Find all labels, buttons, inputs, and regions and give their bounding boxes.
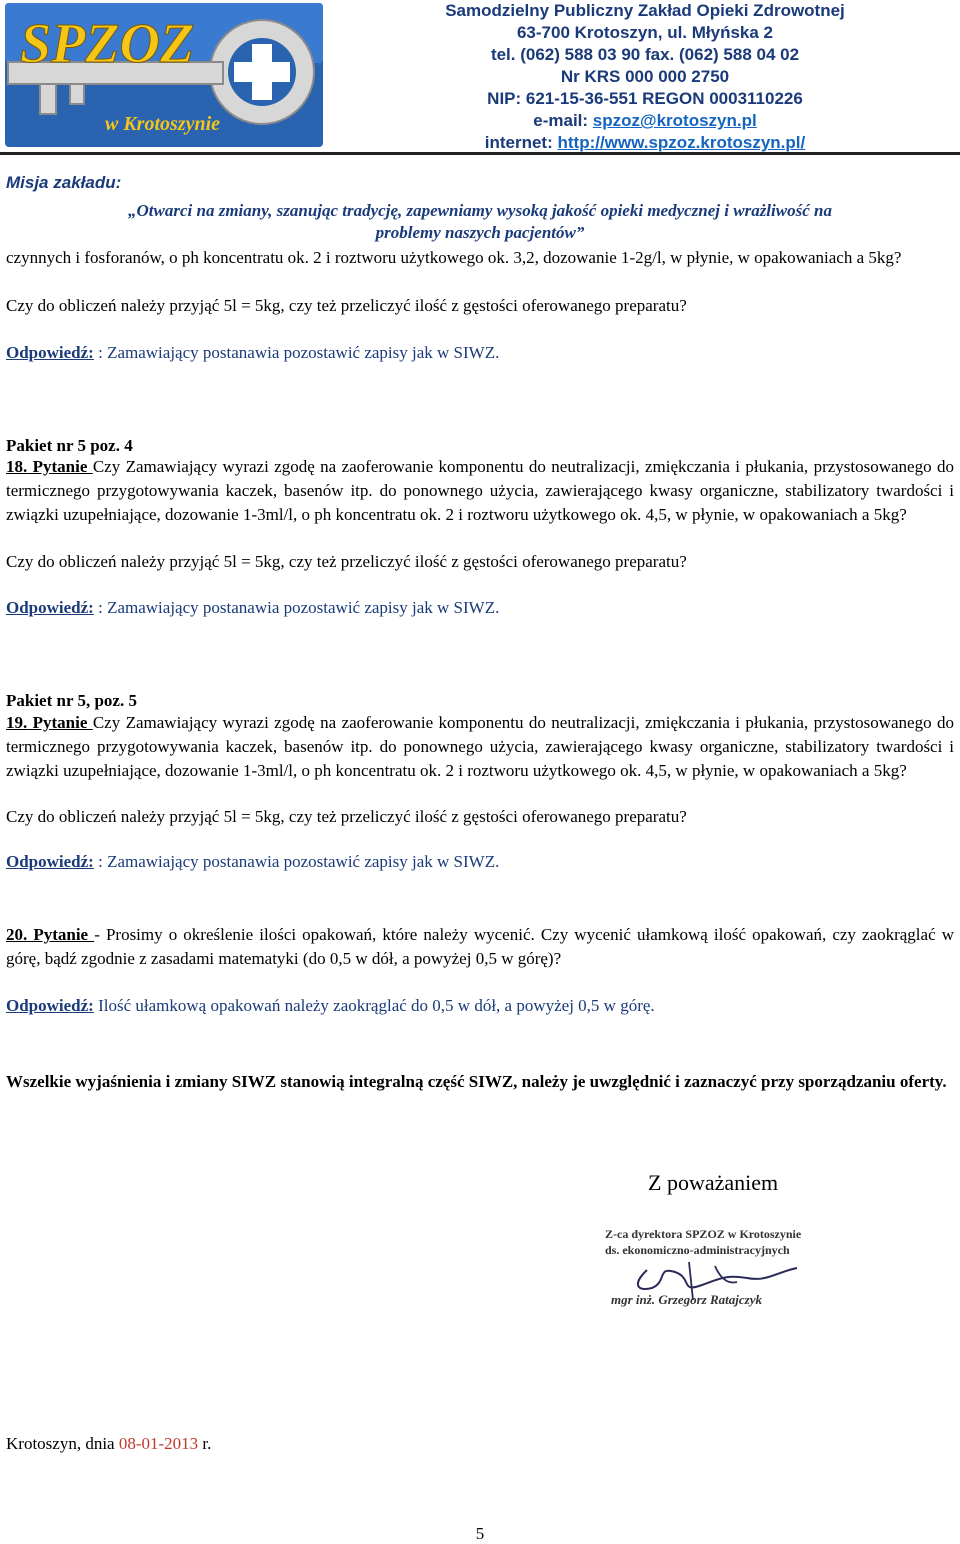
question-number: 18. <box>6 457 28 476</box>
package-title-poz4: Pakiet nr 5 poz. 4 <box>6 436 133 455</box>
svg-text:Z-ca dyrektora SPZOZ w Krotosz: Z-ca dyrektora SPZOZ w Krotoszynie <box>605 1227 802 1241</box>
header-nip-regon: NIP: 621-15-36-551 REGON 0003110226 <box>487 89 803 108</box>
spzoz-logo <box>0 0 330 150</box>
email-label: e-mail: <box>533 111 593 130</box>
question-text: Czy Zamawiający wyrazi zgodę na zaoferowanie komponentu do neutralizacji, zmiękczania i płukania, przystosowanego do termicznego przygotowywania kaczek, basenów itp. do ponownego użycia, zawierającego kwasy organiczne, stabilizatory twardości i związki uzupełniające, dozowanie 1-3ml/l, o ph koncentratu ok. 2 i roztworu użytkowego ok. 4,5, w płynie, w opakowaniach a 5kg? <box>6 457 954 524</box>
question-19 <box>6 711 954 783</box>
question-number: 20. <box>6 925 28 944</box>
mission-title: Misja zakładu: <box>6 173 122 192</box>
question-20 <box>6 923 954 971</box>
logo-text: SPZOZ <box>20 13 195 75</box>
question-17-followup: Czy do obliczeń należy przyjąć 5l = 5kg, czy też przeliczyć ilość z gęstości oferowanego preparatu? <box>6 296 687 315</box>
answer-20 <box>6 994 954 1018</box>
final-note: Wszelkie wyjaśnienia i zmiany SIWZ stanowią integralną część SIWZ, należy je uwzględnić i zaznaczyć przy sporządzaniu oferty. <box>6 1072 947 1091</box>
question-text: - Prosimy o określenie ilości opakowań, które należy wycenić. Czy wycenić ułamkową ilość opakowań, czy zaokrąglać w górę, bądź zgodnie z zasadami matematyki (do 0,5 w dół, a powyżej 0,5 w górę)? <box>6 925 954 968</box>
package-title-poz5: Pakiet nr 5, poz. 5 <box>6 691 137 710</box>
answer-text: Zamawiający postanawia pozostawić zapisy jak w SIWZ. <box>107 598 500 617</box>
question-19-followup: Czy do obliczeń należy przyjąć 5l = 5kg, czy też przeliczyć ilość z gęstości oferowanego preparatu? <box>6 807 687 826</box>
answer-17: Odpowiedź: : Zamawiający postanawia pozostawić zapisy jak w SIWZ. <box>6 343 500 362</box>
question-number: 19. <box>6 713 28 732</box>
document-date: Krotoszyn, dnia 08-01-2013 r. <box>6 1434 212 1453</box>
svg-text:ds. ekonomiczno-administracyjn: ds. ekonomiczno-administracyjnych <box>605 1243 790 1257</box>
question-label: Pytanie <box>27 713 93 732</box>
page-number: 5 <box>475 1524 485 1543</box>
closing-salutation: Z poważaniem <box>648 1170 779 1195</box>
svg-text:mgr inż. Grzegorz Ratajczyk: mgr inż. Grzegorz Ratajczyk <box>611 1292 762 1307</box>
question-label: Pytanie <box>27 925 95 944</box>
answer-text: Ilość ułamkową opakowań należy zaokrąglać do 0,5 w dół, a powyżej 0,5 w górę. <box>93 996 655 1015</box>
internet-label: internet: <box>484 133 558 152</box>
header-email <box>335 110 955 132</box>
mission-motto-line1: „Otwarci na zmiany, szanując tradycję, zapewniamy wysoką jakość opieki medycznej i wrażliwość na <box>128 201 832 220</box>
header-internet <box>335 132 955 154</box>
header-institution: Samodzielny Publiczny Zakład Opieki Zdrowotnej <box>445 1 845 20</box>
logo-subtext: w Krotoszynie <box>105 113 221 135</box>
question-18-followup: Czy do obliczeń należy przyjąć 5l = 5kg, czy też przeliczyć ilość z gęstości oferowanego preparatu? <box>6 552 687 571</box>
header-phone-fax: tel. (062) 588 03 90 fax. (062) 588 04 02 <box>490 45 800 64</box>
question-continuation: czynnych i fosforanów, o ph koncentratu ok. 2 i roztworu użytkowego ok. 3,2, dozowanie 1-2g/l, w płynie, w opakowaniach a 5kg? <box>6 248 902 267</box>
header-address: 63-700 Krotoszyn, ul. Młyńska 2 <box>516 23 774 42</box>
header-krs: Nr KRS 000 000 2750 <box>560 67 730 86</box>
date-value: 08-01-2013 <box>118 1434 199 1453</box>
answer-text: Zamawiający postanawia pozostawić zapisy jak w SIWZ. <box>107 852 500 871</box>
email-link[interactable]: spzoz@krotoszyn.pl <box>592 111 757 130</box>
question-text: Czy Zamawiający wyrazi zgodę na zaoferowanie komponentu do neutralizacji, zmiękczania i płukania, przystosowanego do termicznego przygotowywania kaczek, basenów itp. do ponownego użycia, zawierającego kwasy organiczne, stabilizatory twardości i związki uzupełniające, dozowanie 1-3ml/l, o ph koncentratu ok. 2 i roztworu użytkowego ok. 4,5, w płynie, w opakowaniach a 5kg? <box>6 713 954 780</box>
answer-label: Odpowiedź: <box>6 852 94 871</box>
question-18 <box>6 455 954 527</box>
mission-motto-line2: problemy naszych pacjentów” <box>375 223 585 242</box>
signature-stamp <box>597 1222 827 1322</box>
question-label: Pytanie <box>27 457 93 476</box>
header-divider <box>0 152 960 155</box>
answer-19: Odpowiedź: : Zamawiający postanawia pozostawić zapisy jak w SIWZ. <box>6 852 500 871</box>
answer-label: Odpowiedź: <box>6 343 94 362</box>
answer-18: Odpowiedź: : Zamawiający postanawia pozostawić zapisy jak w SIWZ. <box>6 598 500 617</box>
answer-text: Zamawiający postanawia pozostawić zapisy jak w SIWZ. <box>107 343 500 362</box>
answer-label: Odpowiedź: <box>6 598 94 617</box>
answer-label: Odpowiedź: <box>6 996 94 1015</box>
website-link[interactable]: http://www.spzoz.krotoszyn.pl/ <box>557 133 806 152</box>
